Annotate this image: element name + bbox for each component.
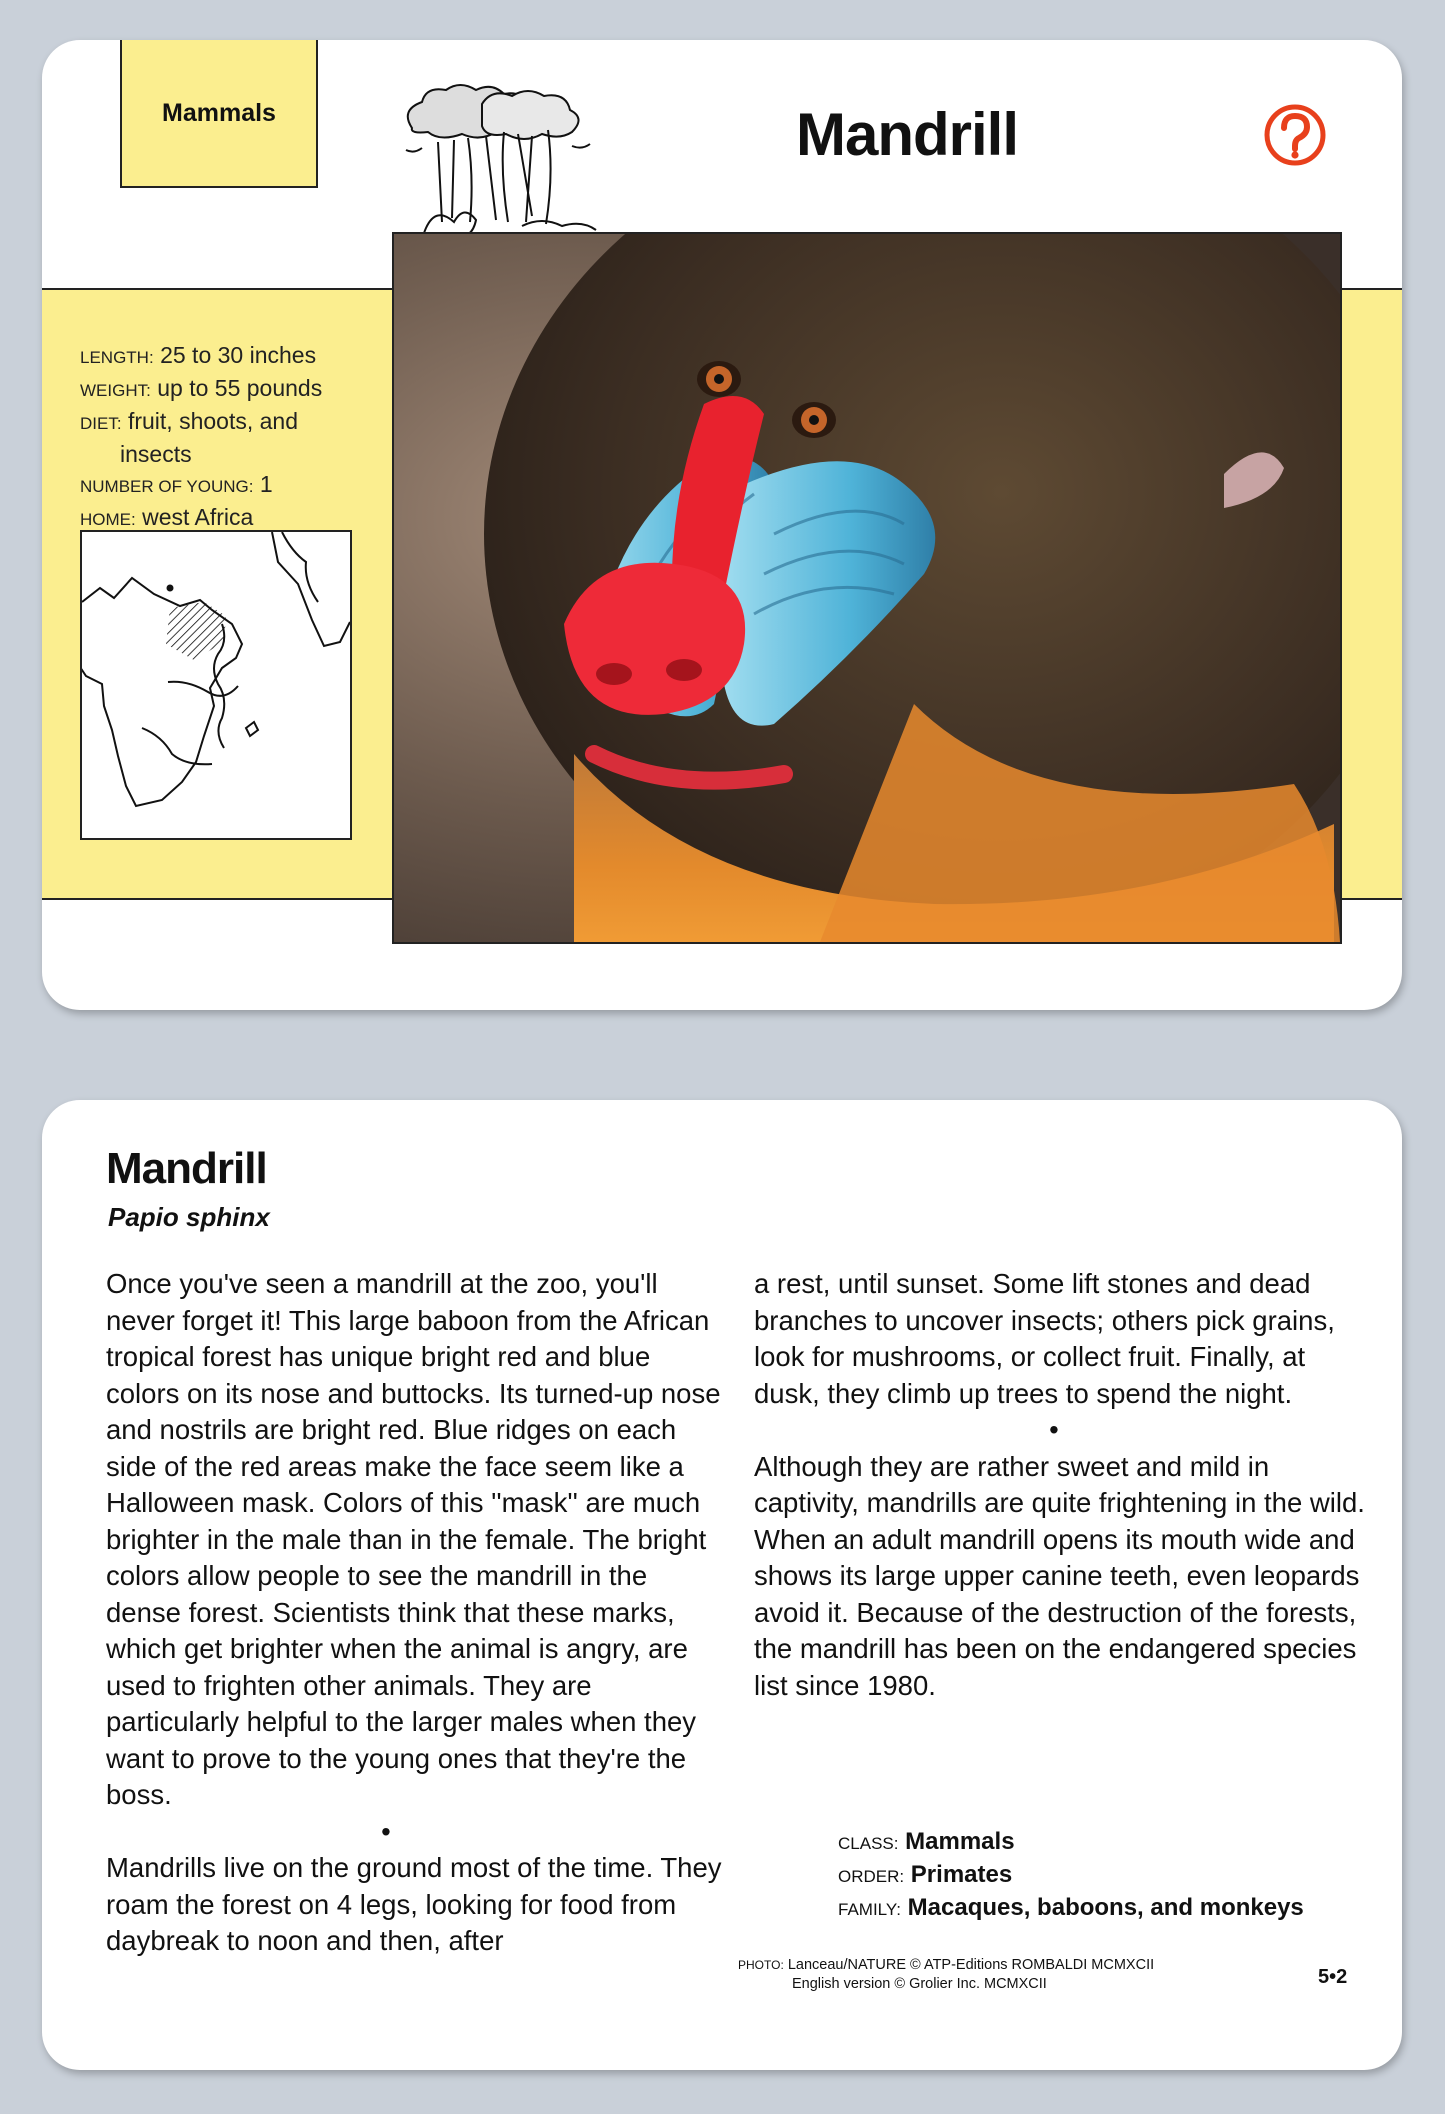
credit-line: English version © Grolier Inc. MCMXCII	[792, 1976, 1047, 1992]
fact-label: DIET:	[80, 414, 122, 433]
text-column-left	[106, 1266, 726, 1960]
fact-label: NUMBER OF YOUNG:	[80, 477, 254, 496]
body-paragraph: a rest, until sunset. Some lift stones and dead branches to uncover insects; others pick grains, look for mushrooms, or collect fruit. Finally, at dusk, they climb up trees to spend the night.	[754, 1268, 1335, 1409]
back-title: Mandrill	[106, 1144, 267, 1193]
fact-diet-cont	[80, 439, 380, 469]
class-value: Mammals	[905, 1828, 1015, 1855]
card-title: Mandrill	[795, 101, 1018, 168]
family-label: FAMILY:	[838, 1900, 901, 1919]
scientific-name: Papio sphinx	[108, 1202, 270, 1232]
fact-value: 25 to 30 inches	[160, 342, 317, 368]
credit-text: Lanceau/NATURE © ATP-Editions ROMBALDI MCMXCII	[787, 1957, 1155, 1973]
fact-value: 1	[259, 471, 273, 497]
category-box	[120, 40, 318, 188]
photo-credits	[738, 1956, 1154, 1994]
class-row	[838, 1826, 1304, 1859]
category-label: Mammals	[162, 98, 276, 127]
family-value: Macaques, baboons, and monkeys	[907, 1894, 1304, 1921]
mandrill-face-illustration	[394, 234, 1340, 942]
body-paragraph: Although they are rather sweet and mild in captivity, mandrills are quite frightening in the wild. When an adult mandrill opens its mouth wide and shows its large upper canine teeth, even leopards avoid it. Because of the destruction of the forests, the mandrill has been on the endangered species list since 1980.	[754, 1450, 1365, 1701]
fact-label: WEIGHT:	[80, 381, 151, 400]
mandrill-photo	[392, 232, 1342, 944]
range-map	[80, 530, 352, 840]
photo-label: PHOTO:	[738, 1958, 784, 1972]
card-front	[42, 40, 1402, 1010]
fact-value: insects	[120, 441, 192, 467]
fact-value: west Africa	[142, 504, 254, 530]
family-row	[838, 1892, 1304, 1925]
order-row	[838, 1859, 1304, 1892]
forest-habitat-icon	[382, 58, 622, 258]
body-paragraph: Once you've seen a mandrill at the zoo, you'll never forget it! This large baboon from the African tropical forest has unique bright red and blue colors on its nose and buttocks. Its turned-up nose and nostrils are bright red. Blue ridges on each side of the red areas make the face seem like a Halloween mask. Colors of this ''mask'' are much brighter in the male than in the female. The bright colors allow people to see the mandrill in the dense forest. Scientists think that these marks, which get brighter when the animal is angry, are used to frighten other animals. They are particularly helpful to the larger males when they want to prove to the young ones that they're the boss.	[106, 1268, 721, 1810]
credit-line	[738, 1956, 1154, 1975]
fact-list	[80, 340, 380, 535]
fact-value: up to 55 pounds	[157, 375, 323, 401]
bullet-separator: •	[381, 1815, 391, 1847]
card-number: 5•2	[1318, 1966, 1348, 1988]
fact-label: HOME:	[80, 510, 136, 529]
class-label: CLASS:	[838, 1834, 899, 1853]
classification-block	[838, 1826, 1304, 1925]
question-mark-icon[interactable]	[1262, 102, 1328, 168]
bullet-separator: •	[1049, 1414, 1059, 1445]
fact-length	[80, 340, 380, 373]
card-back	[42, 1100, 1402, 2070]
body-paragraph: Mandrills live on the ground most of the time. They roam the forest on 4 legs, looking for food from daybreak to noon and then, after	[106, 1852, 722, 1956]
africa-range-map	[82, 532, 350, 838]
fact-value: fruit, shoots, and	[127, 408, 298, 434]
fact-label: LENGTH:	[80, 348, 154, 367]
fact-diet	[80, 406, 380, 439]
order-label: ORDER:	[838, 1867, 905, 1886]
fact-weight	[80, 373, 380, 406]
order-value: Primates	[910, 1861, 1013, 1888]
text-column-right	[754, 1266, 1374, 1704]
fact-young	[80, 469, 380, 502]
